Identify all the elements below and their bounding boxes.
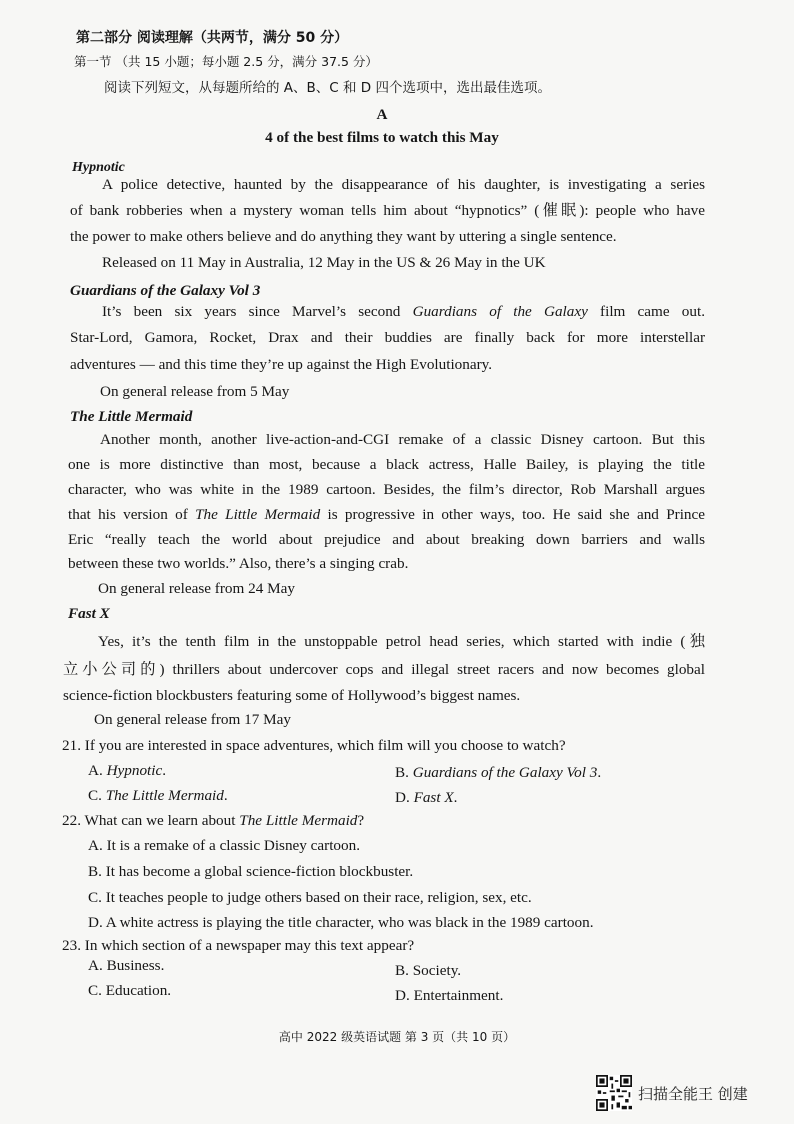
release-info: On general release from 24 May bbox=[98, 580, 295, 597]
question-option: D. A white actress is playing the title character, who was black in the 1989 cartoon. bbox=[88, 914, 594, 931]
film-name-hypnotic: Hypnotic bbox=[72, 160, 125, 175]
question-option: B. It has become a global science-fiction blockbuster. bbox=[88, 863, 414, 880]
question-option: A. It is a remake of a classic Disney cartoon. bbox=[88, 837, 361, 854]
paragraph-line: It’s been six years since Marvel’s second Guardians of the Galaxy film came out. bbox=[102, 303, 705, 320]
film-name-fast-x: Fast X bbox=[68, 605, 110, 622]
passage-letter: A bbox=[376, 106, 388, 123]
page-footer: 高中 2022 级英语试题 第 3 页（共 10 页） bbox=[278, 1030, 516, 1044]
question-option: B. Guardians of the Galaxy Vol 3. bbox=[395, 764, 602, 781]
question-option: D. Entertainment. bbox=[395, 987, 504, 1004]
question-option: A. Business. bbox=[88, 957, 165, 974]
paragraph-line: the power to make others believe and do anything they want by uttering a single sentence. bbox=[70, 228, 617, 245]
section-title: 第一节 （共 15 小题；每小题 2.5 分，满分 37.5 分） bbox=[74, 54, 378, 69]
paragraph-line: that his version of The Little Mermaid is progressive in other ways, too. He said she and Prince bbox=[68, 506, 705, 523]
paragraph-line: Another month, another live-action-and-CGI remake of a classic Disney cartoon. But this bbox=[100, 431, 705, 448]
paragraph-line: Star-Lord, Gamora, Rocket, Drax and their buddies are finally back for more interstellar bbox=[70, 329, 705, 346]
paragraph-line: Yes, it’s the tenth film in the unstoppable petrol head series, which started with indie (独 bbox=[98, 633, 705, 650]
release-info: Released on 11 May in Australia, 12 May in the US & 26 May in the UK bbox=[102, 254, 546, 271]
film-name-little-mermaid: The Little Mermaid bbox=[70, 408, 193, 425]
paragraph-line: adventures — and this time they’re up against the High Evolutionary. bbox=[70, 356, 493, 373]
paragraph-line: A police detective, haunted by the disappearance of his daughter, is investigating a series bbox=[102, 176, 705, 193]
question-option: B. Society. bbox=[395, 962, 462, 979]
paragraph-line: one is more distinctive than most, because a black actress, Halle Bailey, is playing the title bbox=[68, 456, 705, 473]
question-option: A. Hypnotic. bbox=[88, 762, 167, 779]
question-21-stem: 21. If you are interested in space adventures, which film will you choose to watch? bbox=[62, 737, 566, 754]
question-option: C. Education. bbox=[88, 982, 172, 999]
release-info: On general release from 17 May bbox=[94, 711, 291, 728]
question-option: C. The Little Mermaid. bbox=[88, 787, 228, 804]
passage-title: 4 of the best films to watch this May bbox=[265, 129, 499, 146]
watermark-text: 扫描全能王 创建 bbox=[638, 1084, 748, 1103]
part-title: 第二部分 阅读理解（共两节，满分 50 分） bbox=[76, 30, 349, 46]
paragraph-line: 立小公司的) thrillers about undercover cops and illegal street racers and now becomes global bbox=[63, 661, 705, 678]
release-info: On general release from 5 May bbox=[100, 383, 290, 400]
paragraph-line: Eric “really teach the world about prejudice and about breaking down barriers and walls bbox=[68, 531, 705, 548]
paragraph-line: character, who was white in the 1989 cartoon. Besides, the film’s director, Rob Marshall argues bbox=[68, 481, 705, 498]
qr-code-icon bbox=[596, 1075, 632, 1111]
paragraph-line: between these two worlds.” Also, there’s a singing crab. bbox=[68, 555, 409, 572]
question-23-stem: 23. In which section of a newspaper may this text appear? bbox=[62, 937, 415, 954]
paragraph-line: of bank robberies when a mystery woman tells him about “hypnotics” (催眠): people who have bbox=[70, 202, 705, 219]
question-option: C. It teaches people to judge others based on their race, religion, sex, etc. bbox=[88, 889, 532, 906]
paragraph-line: science-fiction blockbusters featuring some of Hollywood’s biggest names. bbox=[63, 687, 521, 704]
instruction: 阅读下列短文，从每题所给的 A、B、C 和 D 四个选项中，选出最佳选项。 bbox=[104, 80, 551, 96]
film-name-guardians: Guardians of the Galaxy Vol 3 bbox=[70, 282, 261, 299]
question-22-stem: 22. What can we learn about The Little Mermaid? bbox=[62, 812, 365, 829]
scanner-watermark bbox=[596, 1075, 748, 1111]
question-option: D. Fast X. bbox=[395, 789, 458, 806]
